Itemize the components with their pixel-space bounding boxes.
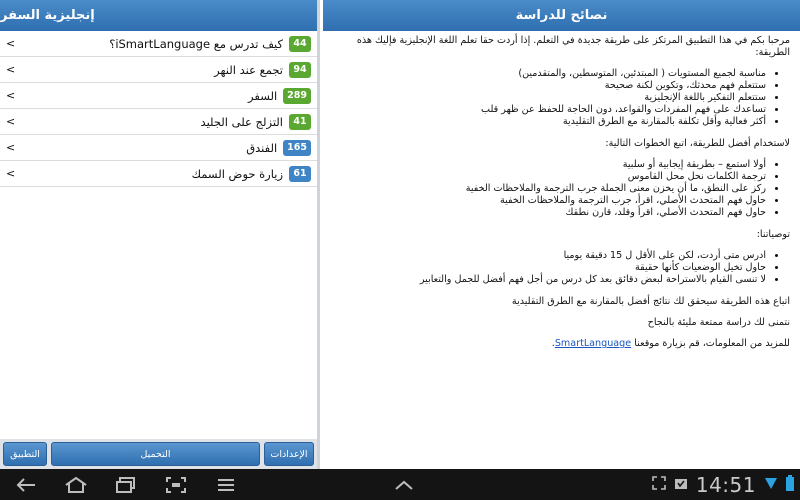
lesson-list-panel: [0, 0, 320, 469]
clock: 14:51: [695, 472, 756, 497]
study-tips-panel: [323, 0, 800, 469]
lesson-count-badge: 41: [289, 114, 311, 130]
recent-apps-icon[interactable]: [110, 473, 142, 497]
more-info-period: .: [551, 338, 555, 349]
wish-paragraph: نتمنى لك دراسة ممتعة مليئة بالنجاح: [647, 317, 790, 328]
lesson-title: الفندق: [246, 140, 278, 155]
chevron-left-icon: <: [6, 63, 16, 76]
list-item: • حاول فهم المتحدث الأصلي، اقرأ، جرب الترجمة والملاحظات الخفية: [335, 195, 766, 207]
lesson-title: تجمع عند النهر: [214, 62, 283, 77]
lesson-item[interactable]: [0, 135, 317, 161]
lesson-count-badge: 289: [283, 88, 311, 104]
more-info-text: للمزيد من المعلومات، قم بزيارة موقعنا: [634, 338, 790, 349]
lesson-count-badge: 165: [283, 140, 311, 156]
result-paragraph: اتباع هذه الطريقة سيحقق لك نتائج أفضل بالمقارنة مع الطرق التقليدية: [511, 296, 790, 307]
notification-icon[interactable]: [674, 475, 688, 494]
intro-paragraph: مرحبا بكم في هذا التطبيق المرتكز على طريقة جديدة في التعلم. إذا أردت حقا تعلم اللغة الإنجليزية فإليك هذه الطريقة:: [356, 35, 790, 58]
chevron-left-icon: <: [6, 141, 16, 154]
download-button[interactable]: التحميل: [51, 442, 260, 466]
chevron-left-icon: <: [6, 89, 16, 102]
lesson-title: زيارة حوض السمك: [191, 166, 283, 181]
more-info-paragraph: [335, 338, 790, 350]
up-chevron-icon[interactable]: [388, 473, 420, 497]
chevron-left-icon: <: [6, 167, 16, 180]
list-item: • مناسبة لجميع المستويات ( المبتدئين، المتوسطين، والمتقدمين): [335, 68, 766, 80]
fullscreen-icon[interactable]: [652, 475, 666, 494]
status-area: [652, 469, 794, 500]
list-item: • ركز على النطق، ما أن يخزن معنى الجملة جرب الترجمة والملاحظات الخفية: [335, 183, 766, 195]
study-tips-title: نصائح للدراسة: [515, 8, 608, 23]
list-item: • ستتعلم التفكير باللغة الإنجليزية: [335, 92, 766, 104]
lesson-list-title: إنجليزية السفر: [0, 8, 95, 23]
bottom-button-bar: [0, 439, 317, 469]
list-item: • حاول تخيل الوضعيات كأنها حقيقة: [335, 262, 766, 274]
study-tips-content: [323, 31, 800, 350]
screenshot-icon[interactable]: [160, 473, 192, 497]
list-item: • حاول فهم المتحدث الأصلي، اقرأ وقلد، قارن نطقك: [335, 207, 766, 219]
list-item: • تساعدك على فهم المفردات والقواعد، دون الحاجة للحفظ عن ظهر قلب: [335, 104, 766, 116]
system-bar: [0, 469, 800, 500]
lesson-title: كيف تدرس مع iSmartLanguage؟: [109, 36, 283, 51]
chevron-left-icon: <: [6, 37, 16, 50]
steps-intro: لاستخدام أفضل للطريقة، اتبع الخطوات التالية:: [605, 138, 790, 149]
home-icon[interactable]: [60, 473, 92, 497]
system-nav-buttons: [0, 473, 242, 497]
list-item: • لا تنسى القيام بالاستراحة لبعض دقائق بعد كل درس من أجل فهم أفضل للجمل والتعابير: [335, 274, 766, 286]
lesson-count-badge: 94: [289, 62, 311, 78]
lesson-item[interactable]: [0, 161, 317, 187]
app-button[interactable]: التطبيق: [3, 442, 47, 466]
list-item: • أولا استمع – بطريقة إيجابية أو سلبية: [335, 159, 766, 171]
lesson-item[interactable]: [0, 31, 317, 57]
lesson-item[interactable]: [0, 83, 317, 109]
list-item: • ستتعلم فهم محدثك، وتكوين لكنة صحيحة: [335, 80, 766, 92]
study-tips-header: [323, 0, 800, 31]
menu-icon[interactable]: [210, 473, 242, 497]
lesson-title: التزلج على الجليد: [200, 114, 283, 129]
list-item: • ترجمة الكلمات نحل محل القاموس: [335, 171, 766, 183]
lesson-title: السفر: [248, 88, 278, 103]
settings-button[interactable]: الإعدادات: [264, 442, 314, 466]
website-link[interactable]: SmartLanguage: [554, 338, 632, 349]
list-item: • ادرس متى أردت، لكن على الأقل ل 15 دقيقة يوميا: [335, 250, 766, 262]
lesson-list-header: [0, 0, 317, 31]
battery-icon: [786, 475, 794, 495]
back-icon[interactable]: [10, 473, 42, 497]
lesson-item[interactable]: [0, 57, 317, 83]
lesson-list: [0, 31, 317, 187]
tips-intro: توصياتنا:: [756, 229, 790, 240]
chevron-left-icon: <: [6, 115, 16, 128]
lesson-count-badge: 44: [289, 36, 311, 52]
lesson-count-badge: 61: [289, 166, 311, 182]
list-item: • أكثر فعالية وأقل تكلفة بالمقارنة مع الطرق التقليدية: [335, 116, 766, 128]
tips-list: [335, 250, 766, 286]
steps-list: [335, 159, 766, 219]
lesson-item[interactable]: [0, 109, 317, 135]
benefits-list: [335, 68, 766, 128]
wifi-icon: [764, 475, 778, 494]
